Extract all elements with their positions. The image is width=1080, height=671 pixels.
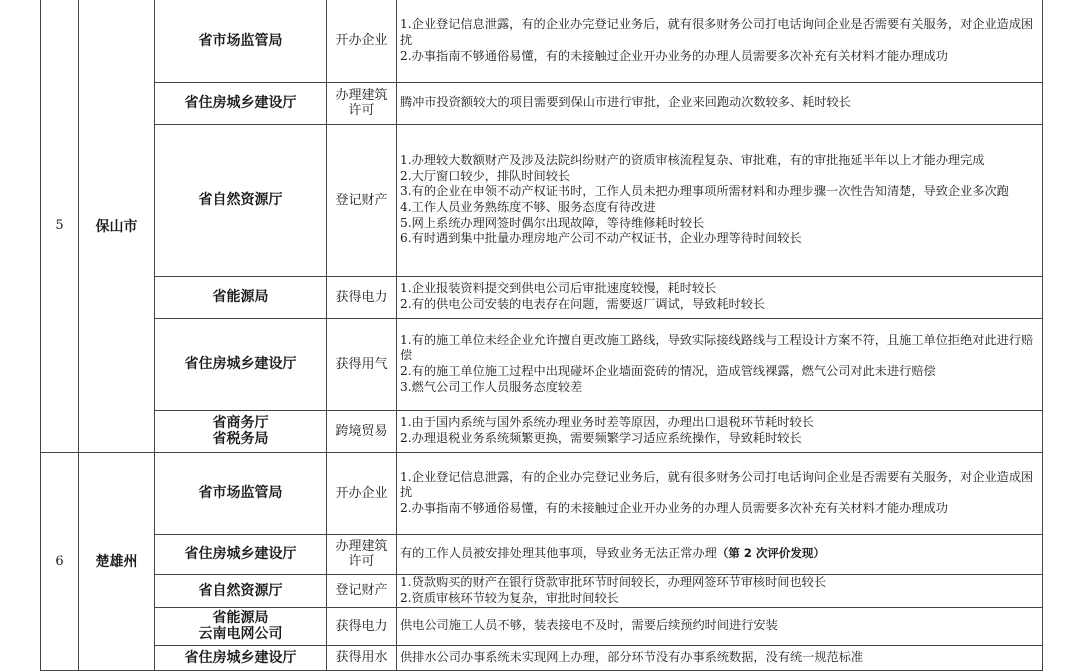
department-cell (155, 574, 327, 607)
indicator-name: 登记财产 (335, 583, 388, 598)
city-name: 保山市 (79, 0, 155, 452)
department-name: 省住房城乡建设厅 (184, 546, 297, 562)
indicator-cell (327, 318, 397, 410)
indicator-cell (327, 410, 397, 452)
issues-cell (397, 452, 1043, 534)
department-name: 省商务厅 (212, 415, 269, 431)
department-name: 省能源局 (212, 610, 269, 626)
issue-line: 2.办事指南不够通俗易懂，有的未接触过企业开办业务的办理人员需要多次补充有关材料才能办理成功 (400, 48, 948, 63)
issue-line: 6.有时遇到集中批量办理房地产公司不动产权证书，企业办理等待时间较长 (400, 231, 802, 246)
indicator-name: 许可 (348, 554, 375, 569)
city-name: 楚雄州 (79, 452, 155, 670)
indicator-cell (327, 607, 397, 645)
department-name: 省市场监管局 (198, 485, 283, 501)
issue-line: 1.企业登记信息泄露，有的企业办完登记业务后，就有很多财务公司打电话询问企业是否需要有关服务，对企业造成困扰 (400, 469, 1034, 500)
table-row (41, 452, 1043, 534)
issue-text (400, 49, 1039, 65)
issue-line: 4.工作人员业务熟练度不够、服务态度有待改进 (400, 200, 656, 214)
indicator-name: 登记财产 (335, 192, 388, 208)
issue-line: 有的工作人员被安排处理其他事项，导致业务无法正常办理 (400, 546, 717, 561)
department-name: 省自然资源厅 (198, 192, 283, 208)
table-row (41, 607, 1043, 645)
indicator-name: 获得用气 (335, 356, 388, 372)
indicator-cell (327, 534, 397, 574)
issue-text (400, 501, 1039, 517)
indicator-cell (327, 0, 397, 82)
issue-text (400, 470, 1039, 501)
issue-line: 2.办事指南不够通俗易懂，有的未接触过企业开办业务的办理人员需要多次补充有关材料才能办理成功 (400, 500, 948, 515)
issue-text (400, 546, 1039, 562)
department-cell (155, 318, 327, 410)
table-row (41, 0, 1043, 82)
issue-text (400, 231, 1039, 247)
issue-text (400, 169, 1039, 185)
issue-text (400, 380, 1039, 396)
table-row (41, 645, 1043, 670)
indicator-name: 跨境贸易 (335, 423, 388, 439)
department-name: 省能源局 (212, 289, 269, 305)
department-name: 省住房城乡建设厅 (184, 95, 297, 111)
issue-text (400, 431, 1039, 447)
department-cell (155, 124, 327, 276)
issues-cell (397, 645, 1043, 670)
table-row (41, 534, 1043, 574)
table-row (41, 82, 1043, 124)
issue-line: 1.由于国内系统与国外系统办理业务时差等原因，办理出口退税环节耗时较长 (400, 415, 814, 430)
indicator-cell (327, 574, 397, 607)
department-name: 云南电网公司 (198, 626, 283, 642)
issue-text (400, 184, 1039, 200)
issues-cell (397, 0, 1043, 82)
issue-text (400, 364, 1039, 380)
indicator-name: 办理建筑 (335, 88, 388, 103)
issues-cell (397, 276, 1043, 318)
issue-line: 2.有的施工单位施工过程中出现碰坏企业墙面瓷砖的情况，造成管线裸露，燃气公司对此未进行赔偿 (400, 364, 936, 378)
table-row (41, 318, 1043, 410)
issues-cell (397, 410, 1043, 452)
indicator-name: 开办企业 (335, 33, 388, 49)
issues-cell (397, 574, 1043, 607)
issue-line: 3.有的企业在申领不动产权证书时，工作人员未把办理事项所需材料和办理步骤一次性告知清楚，导致企业多次跑 (400, 184, 1009, 199)
issue-line: 1.贷款购买的财产在银行贷款审批环节时间较长，办理网签环节审核时间也较长 (400, 574, 827, 589)
issue-line: 2.资质审核环节较为复杂，审批时间较长 (400, 590, 619, 605)
department-cell (155, 607, 327, 645)
issues-cell (397, 607, 1043, 645)
indicator-name: 获得用水 (335, 650, 388, 665)
department-cell (155, 645, 327, 670)
issue-text (400, 95, 1039, 111)
issue-line: 2.大厅窗口较少，排队时间较长 (400, 168, 571, 183)
department-cell (155, 0, 327, 82)
issues-cell (397, 124, 1043, 276)
issue-text (400, 618, 1039, 634)
issue-text (400, 17, 1039, 48)
table-row (41, 124, 1043, 276)
issues-cell (397, 82, 1043, 124)
issue-text (400, 281, 1039, 297)
issue-line: 2.办理退税业务系统频繁更换，需要频繁学习适应系统操作，导致耗时较长 (400, 431, 802, 445)
indicator-cell (327, 276, 397, 318)
issue-text (400, 200, 1039, 216)
department-name: 省住房城乡建设厅 (184, 356, 297, 372)
issue-line: 1.有的施工单位未经企业允许擅自更改施工路线，导致实际接线路线与工程设计方案不符，且施工单位拒绝对此进行赔偿 (400, 332, 1034, 363)
evaluation-table (40, 0, 1043, 671)
department-cell (155, 534, 327, 574)
issue-text (400, 297, 1039, 313)
indicator-name: 办理建筑 (335, 539, 388, 554)
issue-line: 1.企业登记信息泄露，有的企业办完登记业务后，就有很多财务公司打电话询问企业是否需要有关服务，对企业造成困扰 (400, 17, 1034, 47)
table-row (41, 574, 1043, 607)
indicator-name: 获得电力 (335, 618, 388, 634)
indicator-cell (327, 124, 397, 276)
table-row (41, 276, 1043, 318)
department-name: 省住房城乡建设厅 (184, 649, 297, 666)
department-cell (155, 452, 327, 534)
department-cell (155, 276, 327, 318)
row-number: 6 (41, 452, 79, 670)
issue-line: 5.网上系统办理网签时偶尔出现故障，等待维修耗时较长 (400, 215, 705, 230)
issue-line: 1.企业报装资料提交到供电公司后审批速度较慢，耗时较长 (400, 281, 717, 296)
issue-line: 3.燃气公司工作人员服务态度较差 (400, 379, 583, 394)
indicator-name: 许可 (348, 103, 375, 118)
department-name: 省市场监管局 (198, 32, 283, 49)
indicator-name: 获得电力 (335, 289, 388, 305)
issue-text (400, 575, 1039, 591)
department-cell (155, 410, 327, 452)
issue-text (400, 333, 1039, 364)
issues-cell (397, 534, 1043, 574)
indicator-cell (327, 82, 397, 124)
issue-text (400, 415, 1039, 431)
issue-line: 供电公司施工人员不够，装表接电不及时，需要后续预约时间进行安装 (400, 618, 778, 633)
indicator-cell (327, 452, 397, 534)
indicator-cell (327, 645, 397, 670)
issue-text (400, 216, 1039, 232)
issue-line: 供排水公司办事系统未实现网上办理，部分环节没有办事系统数据，没有统一规范标准 (400, 649, 864, 664)
issue-line: 2.有的供电公司安装的电表存在问题，需要返厂调试，导致耗时较长 (400, 297, 766, 311)
issue-line: 1.办理较大数额财产及涉及法院纠纷财产的资质审核流程复杂、审批难，有的审批拖延半年以上才能办理完成 (400, 153, 985, 168)
row-number: 5 (41, 0, 79, 452)
department-cell (155, 82, 327, 124)
department-name: 省自然资源厅 (198, 582, 283, 599)
indicator-name: 开办企业 (335, 485, 388, 501)
issue-text (400, 650, 1039, 666)
issue-line: 腾冲市投资额较大的项目需要到保山市进行审批，企业来回跑动次数较多、耗时较长 (400, 95, 851, 110)
issue-text (400, 153, 1039, 169)
table-row (41, 410, 1043, 452)
evaluation-note: （第 2 次评价发现） (716, 546, 825, 561)
issue-text (400, 591, 1039, 607)
issues-cell (397, 318, 1043, 410)
department-name: 省税务局 (212, 431, 269, 447)
